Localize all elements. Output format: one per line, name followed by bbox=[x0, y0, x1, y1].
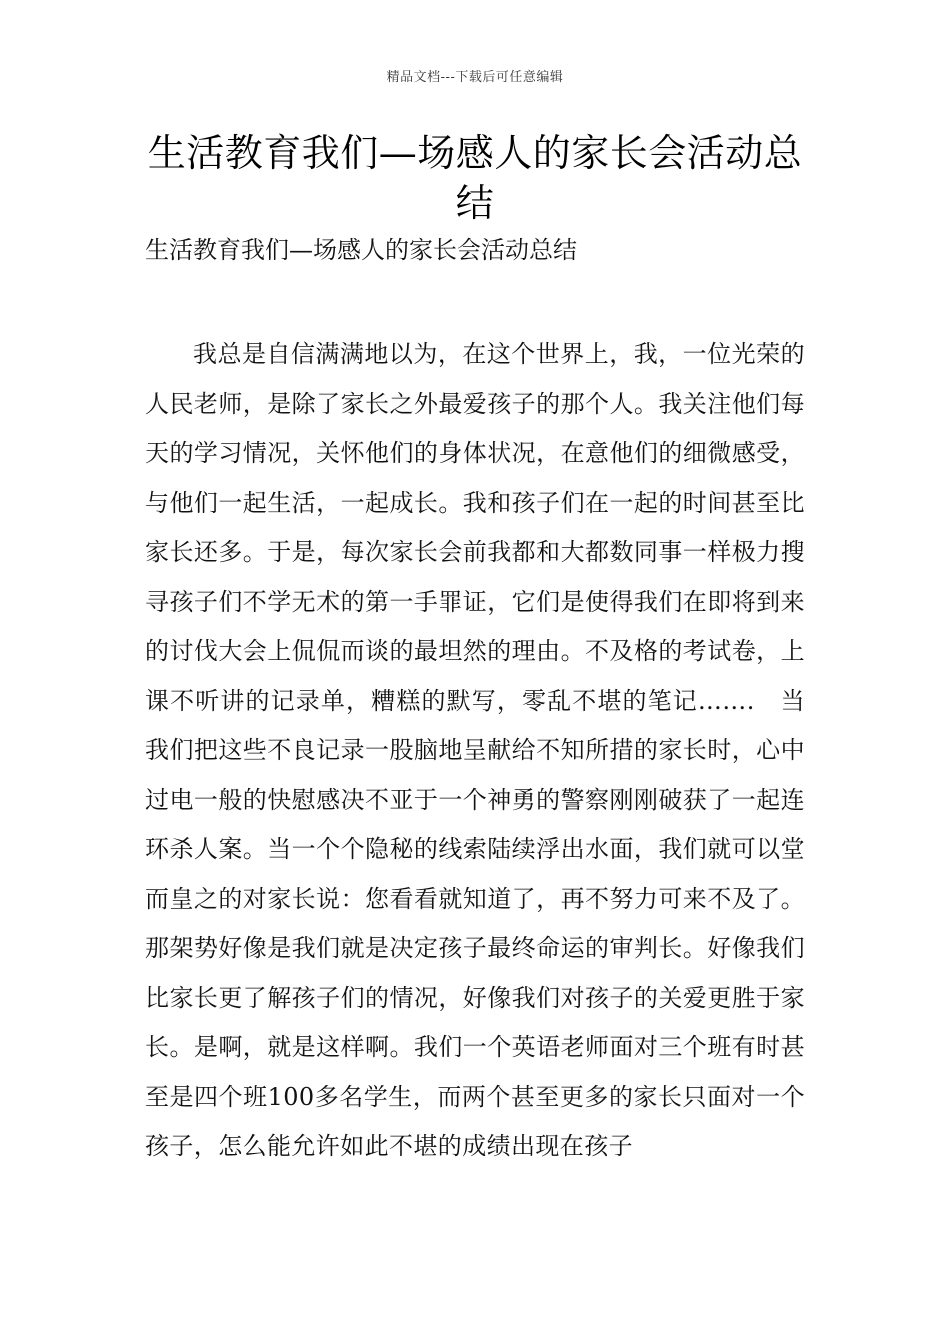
subtitle: 生活教育我们—场感人的家长会活动总结 bbox=[145, 236, 577, 264]
body-paragraph: 我总是自信满满地以为，在这个世界上，我，一位光荣的人民老师，是除了家长之外最爱孩子的那个人。我关注他们每天的学习情况，关怀他们的身体状况，在意他们的细微感受，与他们一起生活，一起成长。我和孩子们在一起的时间甚至比家长还多。于是，每次家长会前我都和大都数同事一样极力搜寻孩子们不学无术的第一手罪证，它们是使得我们在即将到来的讨伐大会上侃侃而谈的最坦然的理由。不及格的考试卷，上课不听讲的记录单，糟糕的默写，零乱不堪的笔记……. 当我们把这些不良记录一股脑地呈献给不知所措的家长时，心中过电一般的快慰感决不亚于一个神勇的警察刚刚破获了一起连环杀人案。当一个个隐秘的线索陆续浮出水面，我们就可以堂而皇之的对家长说：您看看就知道了，再不努力可来不及了。那架势好像是我们就是决定孩子最终命运的审判长。好像我们比家长更了解孩子们的情况，好像我们对孩子的关爱更胜于家长。是啊，就是这样啊。我们一个英语老师面对三个班有时甚至是四个班100多名学生，而两个甚至更多的家长只面对一个孩子，怎么能允许如此不堪的成绩出现在孩子 bbox=[145, 340, 805, 1160]
header-note: 精品文档---下载后可任意编辑 bbox=[386, 70, 564, 85]
page-title: 生活教育我们—场感人的家长会活动总结 bbox=[147, 131, 803, 225]
